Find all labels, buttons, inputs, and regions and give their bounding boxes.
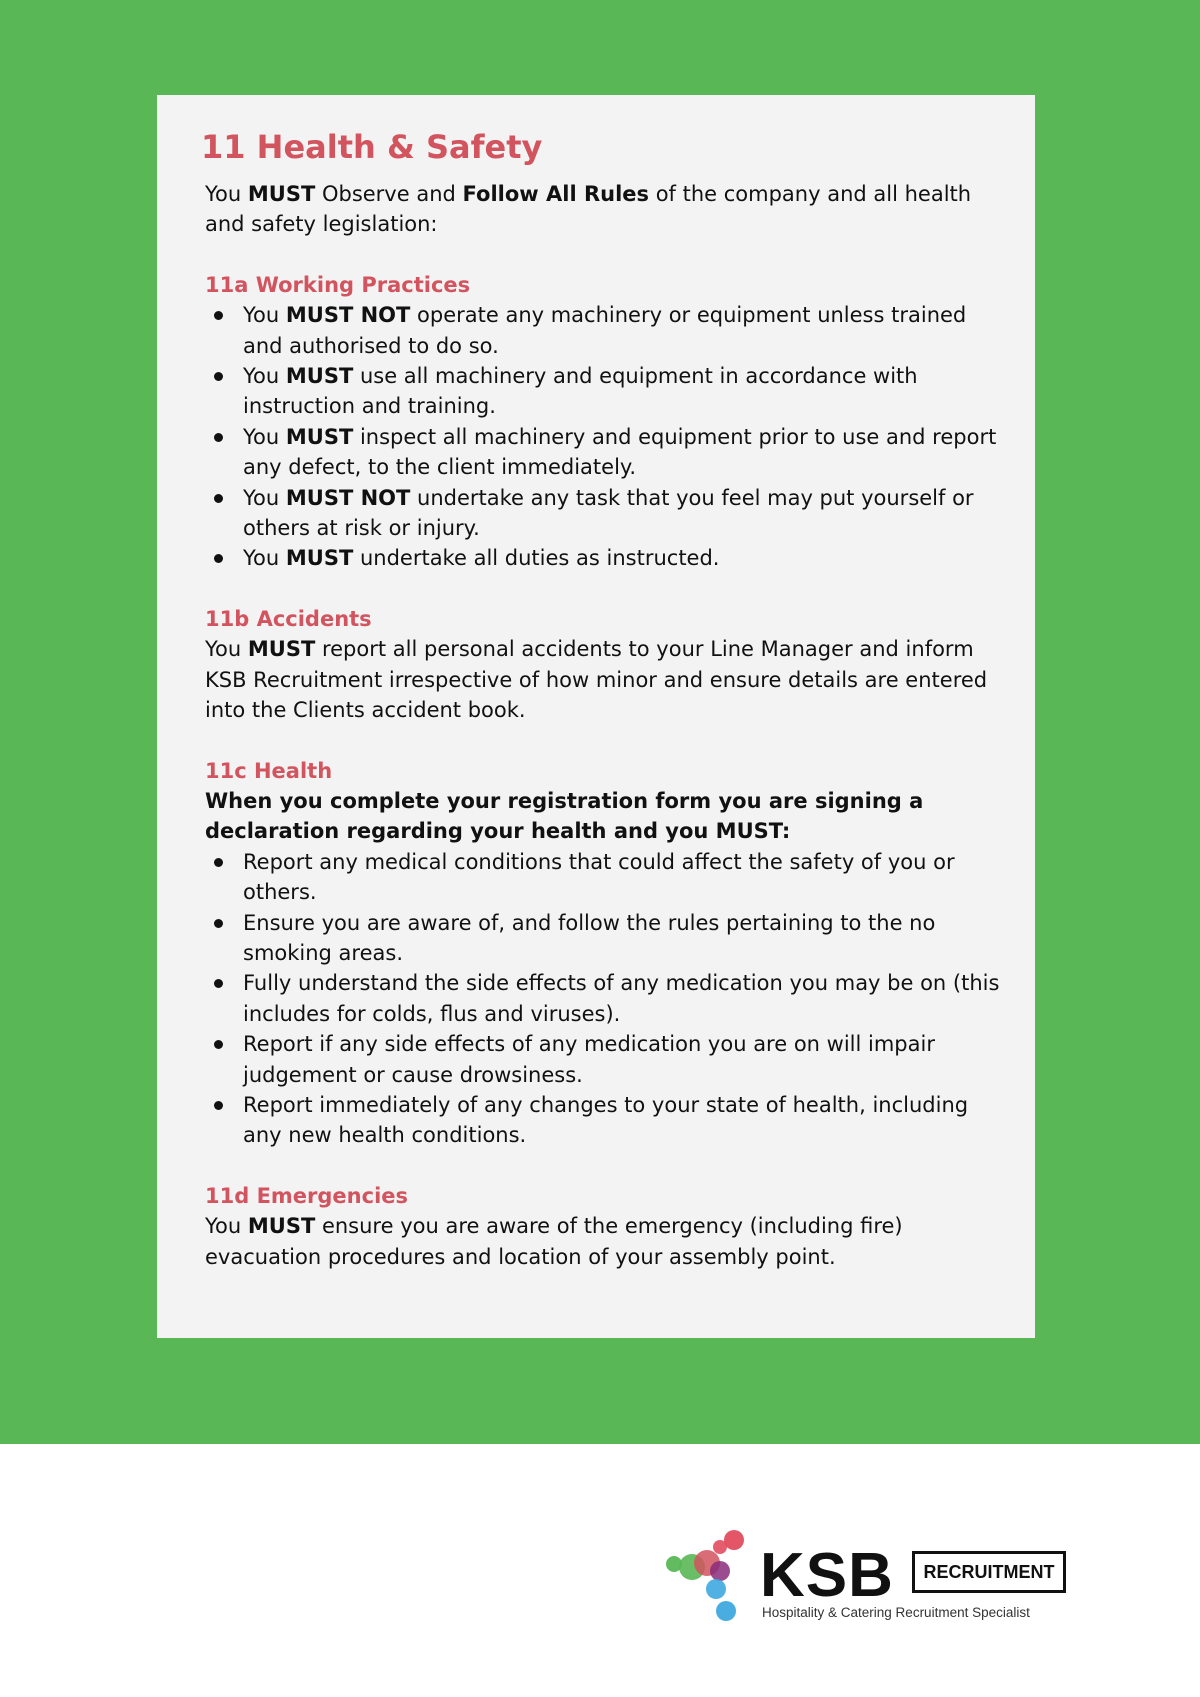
item-text: undertake all duties as instructed. bbox=[353, 546, 720, 571]
list-item bbox=[205, 361, 1005, 422]
working-practices-list bbox=[205, 300, 1005, 574]
section-heading-accidents: 11b Accidents bbox=[205, 606, 372, 631]
logo-recruitment-box: RECRUITMENT bbox=[912, 1551, 1066, 1593]
accidents-paragraph bbox=[205, 634, 1005, 725]
intro-bold-follow-rules: Follow All Rules bbox=[462, 182, 650, 206]
intro-text-3: of the company and all health and safety legislation: bbox=[205, 182, 972, 237]
bullet-icon bbox=[214, 311, 223, 320]
list-item bbox=[205, 422, 1005, 483]
item-text: use all machinery and equipment in accordance with instruction and training. bbox=[243, 364, 918, 419]
bullet-icon bbox=[214, 494, 223, 503]
emergencies-text: ensure you are aware of the emergency (including fire) evacuation procedures and location of your assembly point. bbox=[205, 1214, 903, 1269]
item-pre: You bbox=[243, 424, 286, 449]
logo-wordmark: KSB bbox=[760, 1541, 894, 1610]
bullet-icon bbox=[214, 858, 223, 867]
bullet-icon bbox=[214, 1040, 223, 1049]
item-text: Ensure you are aware of, and follow the rules pertaining to the no smoking areas. bbox=[243, 910, 936, 965]
list-item bbox=[205, 483, 1005, 544]
list-item bbox=[205, 908, 1005, 969]
bullet-icon bbox=[214, 554, 223, 563]
item-pre: You bbox=[243, 546, 286, 571]
item-text: Report immediately of any changes to your state of health, including any new health conditions. bbox=[243, 1092, 969, 1148]
list-item bbox=[205, 968, 1005, 1029]
section-heading-emergencies: 11d Emergencies bbox=[205, 1183, 409, 1208]
list-item bbox=[205, 543, 1005, 573]
list-item bbox=[205, 1090, 1005, 1151]
list-item bbox=[205, 847, 1005, 908]
health-lead-paragraph: When you complete your registration form you are signing a declaration regarding your health and you MUST: bbox=[205, 788, 924, 844]
section-heading-health: 11c Health bbox=[205, 758, 333, 783]
emergencies-pre: You bbox=[205, 1214, 248, 1239]
item-text: operate any machinery or equipment unless trained and authorised to do so. bbox=[243, 303, 967, 358]
intro-bold-must: MUST bbox=[247, 182, 316, 206]
item-text: inspect all machinery and equipment prior to use and report any defect, to the client immediately. bbox=[243, 424, 997, 480]
bullet-icon bbox=[214, 979, 223, 988]
item-bold: MUST NOT bbox=[285, 303, 411, 328]
item-pre: You bbox=[243, 485, 286, 510]
document-content bbox=[201, 123, 1005, 1272]
item-bold: MUST bbox=[285, 424, 354, 449]
emergencies-paragraph bbox=[205, 1211, 1005, 1272]
item-pre: You bbox=[243, 303, 286, 328]
item-text: Fully understand the side effects of any medication you may be on (this includes for colds, flus and viruses). bbox=[243, 971, 1000, 1026]
bullet-icon bbox=[214, 919, 223, 928]
page-title: 11 Health & Safety bbox=[201, 128, 543, 166]
section-heading-working-practices: 11a Working Practices bbox=[205, 272, 471, 297]
list-item bbox=[205, 1029, 1005, 1090]
item-text: Report if any side effects of any medication you are on will impair judgement or cause drowsiness. bbox=[243, 1032, 935, 1087]
bullet-icon bbox=[214, 1101, 223, 1110]
intro-text-2: Observe and bbox=[315, 182, 463, 206]
item-bold: MUST bbox=[285, 546, 354, 571]
content-panel bbox=[157, 95, 1035, 1338]
accidents-text: report all personal accidents to your Line Manager and inform KSB Recruitment irrespective of how minor and ensure details are entered into the Clients accident book. bbox=[205, 637, 988, 723]
bullet-icon bbox=[214, 433, 223, 442]
bullet-icon bbox=[214, 372, 223, 381]
item-pre: You bbox=[243, 364, 286, 389]
item-text: undertake any task that you feel may put yourself or others at risk or injury. bbox=[243, 485, 974, 541]
accidents-pre: You bbox=[205, 637, 248, 662]
list-item bbox=[205, 300, 1005, 361]
logo-tagline: Hospitality & Catering Recruitment Specialist bbox=[762, 1605, 1030, 1620]
item-bold: MUST NOT bbox=[285, 485, 411, 510]
intro-text-1: You bbox=[205, 182, 248, 206]
intro-paragraph bbox=[205, 179, 1005, 240]
emergencies-bold: MUST bbox=[247, 1214, 316, 1239]
item-bold: MUST bbox=[285, 364, 354, 389]
ksb-dots-icon bbox=[666, 1527, 746, 1627]
ksb-logo bbox=[666, 1527, 1076, 1627]
item-text: Report any medical conditions that could affect the safety of you or others. bbox=[243, 849, 955, 905]
accidents-bold: MUST bbox=[247, 637, 316, 662]
health-list bbox=[205, 847, 1005, 1151]
